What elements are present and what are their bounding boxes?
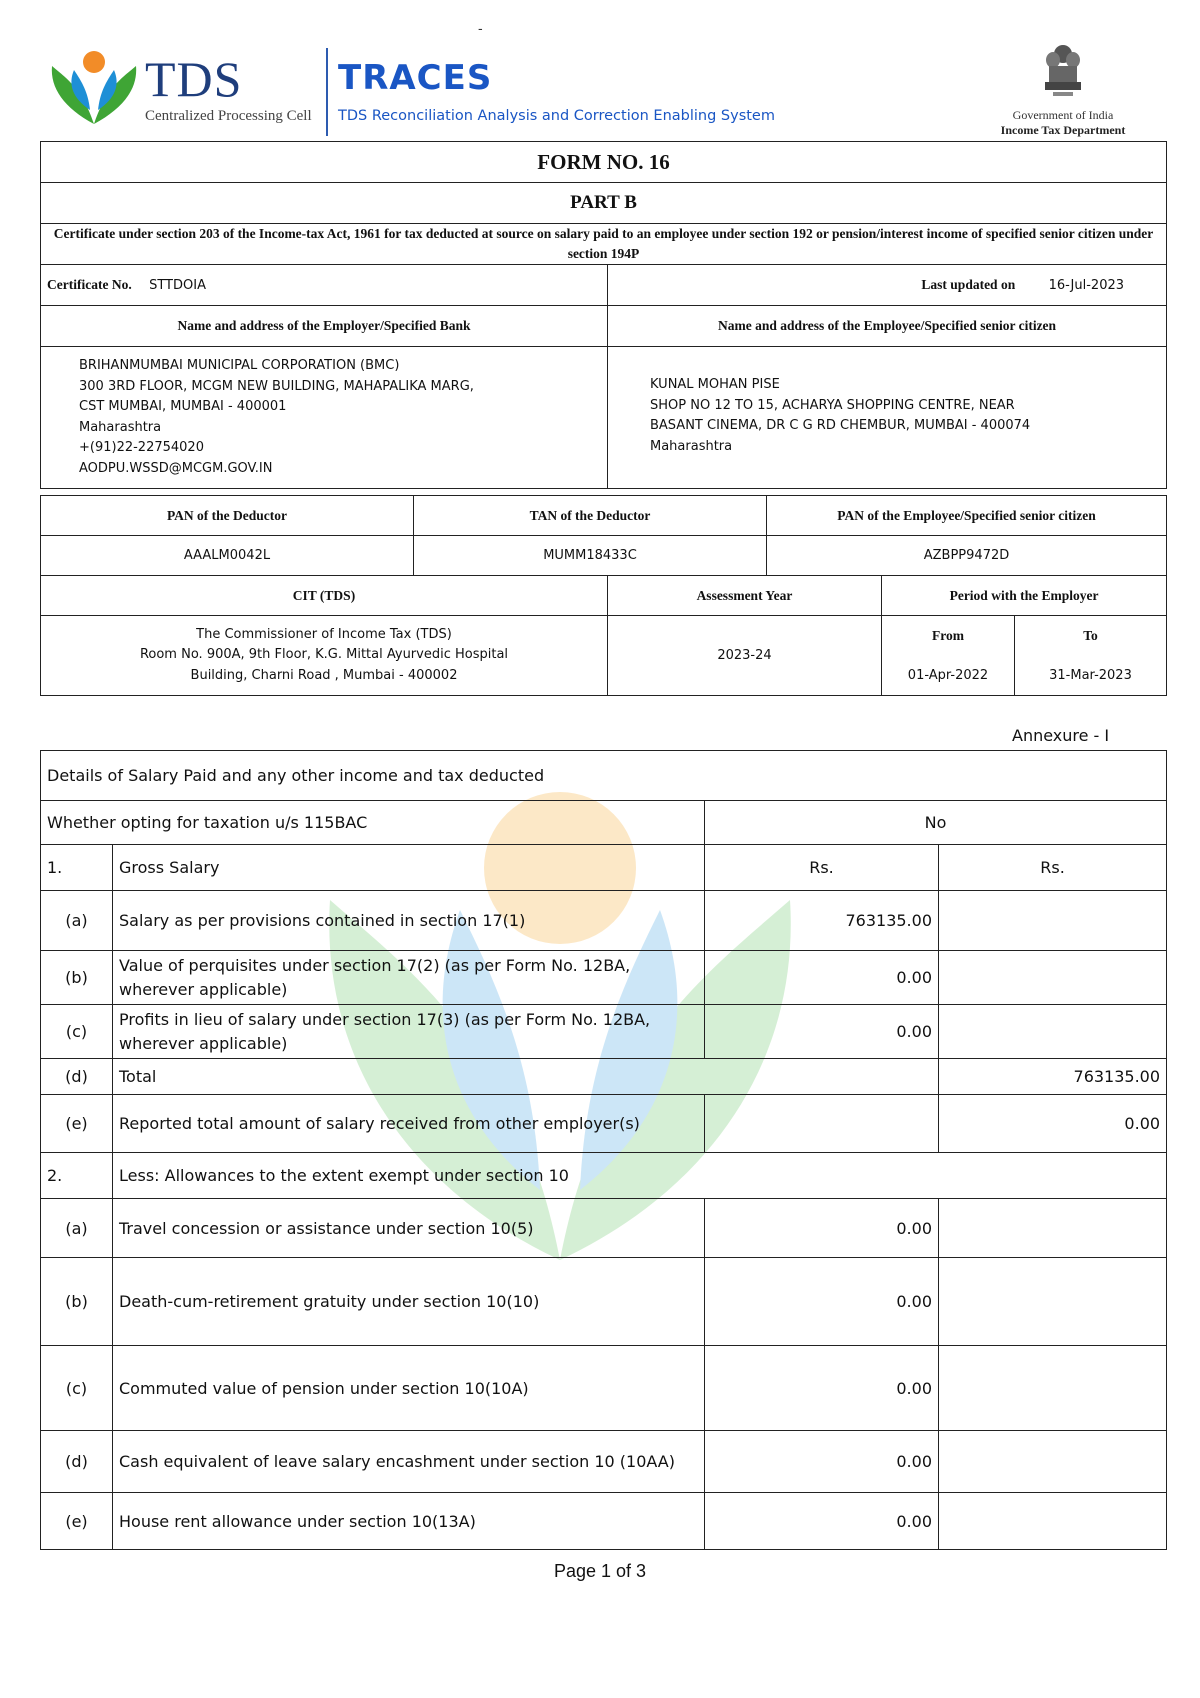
pan-deductor-label: PAN of the Deductor — [41, 496, 414, 536]
row-label: Death-cum-retirement gratuity under section 10(10) — [113, 1258, 705, 1346]
employee-address-line: BASANT CINEMA, DR C G RD CHEMBUR, MUMBAI - 400074 — [650, 418, 1031, 433]
traces-subtitle: TDS Reconciliation Analysis and Correction Enabling System — [338, 108, 775, 124]
employer-address-line: 300 3RD FLOOR, MCGM NEW BUILDING, MAHAPALIKA MARG, — [79, 378, 474, 394]
national-emblem-icon — [1041, 42, 1085, 104]
salary-heading: Details of Salary Paid and any other income and tax deducted — [41, 751, 1167, 801]
last-updated-cell — [608, 265, 1167, 306]
employer-address-line: CST MUMBAI, MUMBAI - 400001 — [79, 399, 287, 414]
period-label: Period with the Employer — [882, 576, 1167, 616]
tan-deductor-label: TAN of the Deductor — [414, 496, 767, 536]
row-amount: 0.00 — [705, 1431, 939, 1493]
employee-name: KUNAL MOHAN PISE — [650, 377, 780, 392]
row-total — [939, 891, 1167, 951]
last-updated-value: 16-Jul-2023 — [1048, 278, 1125, 293]
row-label: Travel concession or assistance under section 10(5) — [113, 1199, 705, 1258]
row-total — [939, 1258, 1167, 1346]
opting-label: Whether opting for taxation u/s 115BAC — [41, 801, 705, 845]
page-number: Page 1 of 3 — [553, 1561, 647, 1581]
table-row — [41, 1493, 1167, 1550]
annexure-label: Annexure - I — [1012, 726, 1110, 745]
row-id: (c) — [41, 1005, 113, 1059]
salary-details-table — [40, 750, 1167, 1550]
employer-state: Maharashtra — [79, 419, 162, 435]
cit-address-line: The Commissioner of Income Tax (TDS) — [196, 626, 452, 642]
row-amount: 0.00 — [705, 1493, 939, 1550]
to-date: 31-Mar-2023 — [1015, 656, 1167, 696]
row-label: Total — [113, 1059, 939, 1095]
gov-of-india-label: Government of India — [1012, 108, 1114, 122]
from-label: From — [882, 616, 1015, 656]
section-number: 1. — [41, 845, 113, 891]
form16-page: - TDS Centralized Processing Cell TRACES TDS Reconciliation Analysis and Correction Enabling System Government of India Income Tax Department FORM NO. 16 PART B Certificate under section 203 of the Income-tax Act, 1961 for tax deducted at source on salary paid to an employee under section 192 or pension/interest income of specified senior citizen under section 194P Certificate No. STTDOIA Last updated on 16-Jul-2023 Name and address of the Employer/Specified Bank Name and address of the Employee/Specified senior citizen BRIHANMUMBAI MUNICIPAL CORPORATION (BMC) 300 3RD FLOOR, MCGM NEW BUILDING, MAHAPALIKA MARG, CST MUMBAI, MUMBAI - 400001 Maharashtra +(91)22-22754020 AODPU.WSSD@MCGM.GOV.IN KUNAL MOHAN PISE SHOP NO 12 TO 15, ACHARYA SHOPPING CENTRE, NEAR BASANT CINEMA, DR C G RD CHEMBUR, MUMBAI - 400074 Maharashtra PAN of the Deductor TAN of the Deductor PAN of the Employee/Specified senior citizen AAALM0042L MUMM18433C AZBPP9472D CIT (TDS) Assessment Year Period with the Employer The Commissioner of Income Tax (TDS) Room No. 900A, 9th Floor, K.G. Mittal Ayurvedic Hospital Building, Charni Road , Mumbai - 400002 2023-24 From To 01-Apr-2022 31-Mar-2023 Annexure - I Details of Salary Paid and any other income and tax deducted Whether opting for taxation u/s 115BAC No 1. Gross Salary Rs. Rs. (a) Salary as per provisions contained in section 17(1) 763135.00 (b) Value of perquisites under section 17(2) (as per Form No. 12BA, wherever applicable) 0.00 (c) Profits in lieu of salary under section 17(3) (as per Form No. 12BA, wherever applicable) 0.00 (d) Total 763135.00 (e) Reported total amount of salary received from other employer(s) 0.00 2. Less: Allowances to the extent exempt under section 10 (a) Travel concession or assistance under section 10(5) 0.00 (b) Death-cum-retirement gratuity under section 10(10) 0.00 (c) Commuted value of pension under section 10(10A) 0.00 (d) Cash equivalent of leave salary encashment under section 10 (10AA) 0.00 (e) House rent allowance under section 10(13A) 0.00 Page 1 of 3 — [0, 0, 1200, 1698]
certificate-no-value: STTDOIA — [149, 278, 206, 293]
employer-address — [41, 347, 608, 489]
pan-deductor-value: AAALM0042L — [41, 536, 414, 576]
pan-tan-table — [40, 495, 1167, 576]
employee-header: Name and address of the Employee/Specified senior citizen — [608, 306, 1167, 347]
row-total — [939, 1431, 1167, 1493]
cit-address-line: Building, Charni Road , Mumbai - 400002 — [190, 667, 458, 683]
row-label: Salary as per provisions contained in section 17(1) — [113, 891, 705, 951]
row-id: (d) — [41, 1059, 113, 1095]
row-total — [939, 1493, 1167, 1550]
section-label: Gross Salary — [113, 845, 705, 891]
row-label: Reported total amount of salary received from other employer(s) — [113, 1095, 705, 1153]
employer-name: BRIHANMUMBAI MUNICIPAL CORPORATION (BMC) — [79, 358, 400, 373]
rs-column-header: Rs. — [939, 845, 1167, 891]
traces-title: TRACES — [338, 58, 493, 98]
row-id: (a) — [41, 891, 113, 951]
cit-table — [40, 575, 1167, 696]
row-amount: 763135.00 — [705, 891, 939, 951]
row-amount: 0.00 — [705, 1005, 939, 1059]
row-amount: 0.00 — [705, 1346, 939, 1431]
section-label: Less: Allowances to the extent exempt under section 10 — [113, 1153, 1167, 1199]
table-row — [41, 1095, 1167, 1153]
row-id: (c) — [41, 1346, 113, 1431]
employer-header: Name and address of the Employer/Specified Bank — [41, 306, 608, 347]
table-row — [41, 1199, 1167, 1258]
row-label: Cash equivalent of leave salary encashment under section 10 (10AA) — [113, 1431, 705, 1493]
row-total: 0.00 — [939, 1095, 1167, 1153]
opting-value: No — [705, 801, 1167, 845]
row-id: (e) — [41, 1493, 113, 1550]
table-row — [41, 1346, 1167, 1431]
tds-logo-text: TDS — [145, 51, 243, 107]
employer-email: AODPU.WSSD@MCGM.GOV.IN — [79, 460, 273, 476]
row-amount: 0.00 — [705, 1258, 939, 1346]
tds-leaf-icon — [44, 48, 144, 128]
rs-column-header: Rs. — [705, 845, 939, 891]
row-label: Profits in lieu of salary under section 17(3) (as per Form No. 12BA, wherever applicable) — [113, 1005, 705, 1059]
section-number: 2. — [41, 1153, 113, 1199]
form-part: PART B — [41, 183, 1167, 224]
row-total — [939, 1346, 1167, 1431]
cit-address-line: Room No. 900A, 9th Floor, K.G. Mittal Ayurvedic Hospital — [139, 647, 509, 663]
last-updated-label: Last updated on — [921, 277, 1016, 292]
pan-employee-label: PAN of the Employee/Specified senior citizen — [767, 496, 1167, 536]
table-row — [41, 1431, 1167, 1493]
employee-address-line: SHOP NO 12 TO 15, ACHARYA SHOPPING CENTRE, NEAR — [650, 397, 1015, 413]
certificate-description: Certificate under section 203 of the Income-tax Act, 1961 for tax deducted at source on salary paid to an employee under section 192 or pension/interest income of specified senior citizen under section 194P — [41, 224, 1167, 265]
row-label: House rent allowance under section 10(13A) — [113, 1493, 705, 1550]
cit-address — [41, 616, 608, 696]
table-row — [41, 891, 1167, 951]
tan-deductor-value: MUMM18433C — [414, 536, 767, 576]
tds-logo — [40, 42, 320, 132]
row-total — [939, 1199, 1167, 1258]
table-row — [41, 1258, 1167, 1346]
employee-address — [608, 347, 1167, 489]
row-total — [939, 951, 1167, 1005]
table-row — [41, 1059, 1167, 1095]
pan-employee-value: AZBPP9472D — [767, 536, 1167, 576]
row-amount: 0.00 — [705, 951, 939, 1005]
row-id: (b) — [41, 1258, 113, 1346]
row-id: (a) — [41, 1199, 113, 1258]
row-id: (d) — [41, 1431, 113, 1493]
employee-state: Maharashtra — [650, 438, 733, 454]
row-id: (e) — [41, 1095, 113, 1153]
certificate-no-cell — [41, 265, 608, 306]
tds-logo-subtitle: Centralized Processing Cell — [145, 108, 312, 124]
form-title: FORM NO. 16 — [41, 142, 1167, 183]
row-total: 763135.00 — [939, 1059, 1167, 1095]
row-label: Commuted value of pension under section 10(10A) — [113, 1346, 705, 1431]
to-label: To — [1015, 616, 1167, 656]
row-amount: 0.00 — [705, 1199, 939, 1258]
row-id: (b) — [41, 951, 113, 1005]
header — [40, 42, 1166, 142]
income-tax-dept-label: Income Tax Department — [1000, 123, 1126, 137]
row-total — [939, 1005, 1167, 1059]
row-label: Value of perquisites under section 17(2) (as per Form No. 12BA, wherever applicable) — [113, 951, 705, 1005]
form-header-table — [40, 141, 1167, 489]
assessment-year-label: Assessment Year — [608, 576, 882, 616]
employer-phone: +(91)22-22754020 — [79, 440, 204, 455]
certificate-no-label: Certificate No. — [47, 277, 132, 292]
table-row — [41, 951, 1167, 1005]
header-divider — [326, 48, 328, 136]
table-row — [41, 1005, 1167, 1059]
row-amount — [705, 1095, 939, 1153]
gov-emblem-block — [978, 42, 1148, 142]
assessment-year-value: 2023-24 — [608, 616, 882, 696]
table-row — [41, 1153, 1167, 1199]
from-date: 01-Apr-2022 — [882, 656, 1015, 696]
cit-label: CIT (TDS) — [41, 576, 608, 616]
